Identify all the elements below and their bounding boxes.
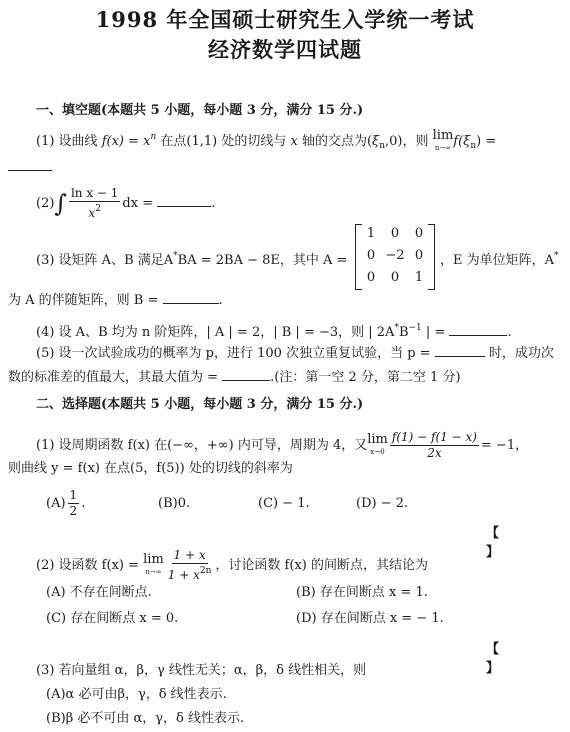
- s1q4-star: *: [394, 323, 399, 333]
- s2q1-num: f(1) − f(1 − x): [391, 430, 477, 444]
- s2q1-line-2: 则曲线 y = f(x) 在点(5，f(5)) 处的切线的斜率为: [8, 461, 293, 476]
- s1-question-3: [36, 247, 347, 270]
- section1-heading: 一、填空题(本题共 5 小题，每小题 3 分，满分 15 分.): [36, 103, 364, 118]
- s2q1-option-d[interactable]: (D) − 2.: [356, 496, 409, 511]
- s2q1-option-a-label: (A): [46, 496, 66, 511]
- matrix-cell: 0: [366, 270, 376, 285]
- s1q5-answer-blank-2[interactable]: [222, 368, 270, 381]
- s1q1-text-f: ) =: [476, 134, 497, 149]
- s2q1-fraction: [390, 430, 479, 461]
- s2q2-option-b[interactable]: (B) 存在间断点 x = 1.: [296, 585, 428, 600]
- s2q1-option-a[interactable]: [46, 488, 85, 520]
- s1-question-5: [36, 344, 554, 363]
- answer-bracket-2[interactable]: 【 】: [486, 642, 522, 676]
- s2q1-option-c[interactable]: (C) − 1.: [258, 496, 310, 511]
- matrix-cell: 0: [414, 248, 424, 263]
- s2q3-option-b[interactable]: (B)β 必不可由 α，γ，δ 线性表示.: [46, 711, 245, 726]
- exam-subtitle: 经济数学四试题: [208, 37, 362, 62]
- s1q1-answer-blank[interactable]: [8, 158, 52, 177]
- s1q1-x: x: [290, 134, 298, 149]
- s1q5-line-2: [8, 368, 461, 387]
- s1q2-den: x: [88, 206, 96, 220]
- matrix-cell: 0: [390, 226, 400, 241]
- s1q4-text-c: | =: [421, 325, 450, 340]
- s1q3-star-2: *: [554, 251, 559, 261]
- s1q1-fxi-sub: n: [470, 141, 477, 151]
- s2q1-text-b: = −1，: [480, 438, 529, 453]
- s1q1-exp: n: [150, 132, 157, 142]
- s1q3-text-d: 为 A 的伴随矩阵，则 B =: [8, 293, 163, 308]
- s2q2-option-a[interactable]: (A) 不存在间断点.: [46, 585, 152, 600]
- s1q2-dx: dx =: [122, 196, 158, 211]
- s1q2-answer-blank[interactable]: [157, 194, 211, 207]
- s1q4-answer-blank[interactable]: [449, 323, 507, 336]
- s1q2-num: ln x − 1: [70, 186, 119, 200]
- s1q5-answer-blank-1[interactable]: [435, 344, 485, 357]
- s2-question-2: [36, 548, 428, 582]
- s2q2-fraction: [166, 548, 214, 583]
- s1q4-b: B: [398, 325, 409, 340]
- s2q2-option-c[interactable]: (C) 存在间断点 x = 0.: [46, 611, 179, 626]
- s1q3-line-2: 为 A 的伴随矩阵，则 B = .: [8, 293, 223, 308]
- s1q1-text: (1) 设曲线: [36, 134, 102, 149]
- s2-question-1: [36, 428, 528, 464]
- s1q3-text: (3) 设矩阵 A、B 满足A: [36, 253, 174, 268]
- s2q2-option-d[interactable]: (D) 存在间断点 x = − 1.: [296, 611, 444, 626]
- integral-sign: ∫: [54, 189, 67, 218]
- s1q1-text-b: 在点(1,1) 处的切线与: [156, 134, 291, 149]
- matrix-A: [355, 224, 435, 288]
- s1q1-xi-sub: n: [379, 141, 386, 151]
- s2-question-3: (3) 若向量组 α，β，γ 线性无关；α，β，δ 线性相关，则: [36, 663, 367, 678]
- s2q2-lim-under: n→∞: [145, 567, 162, 576]
- s2q1-option-a-num: 1: [69, 488, 78, 502]
- s1q1-text-d: ,0)，则: [385, 134, 433, 149]
- s2q1-den: 2x: [427, 446, 442, 460]
- s1q5-text-b: 时，成功次: [484, 346, 554, 361]
- matrix-cell: −2: [385, 248, 405, 263]
- s2q2-num: 1 + x: [173, 548, 206, 562]
- s1q5-text-c: 数的标准差的值最大，其最大值为 =: [8, 370, 223, 385]
- s1q2-fraction: [69, 186, 120, 221]
- matrix-cell: 0: [414, 226, 424, 241]
- matrix-cell: 1: [414, 270, 424, 285]
- s1q1-xi: ξ: [372, 134, 380, 149]
- s1q1-lim-under: n→∞: [434, 143, 452, 152]
- s1-question-1: [36, 128, 496, 155]
- s1q5-text: (5) 设一次试验成功的概率为 p，进行 100 次独立重复试验，当 p =: [36, 346, 435, 361]
- matrix-cell: 0: [366, 248, 376, 263]
- s1q4-text: (4) 设 A、B 均为 n 阶矩阵，| A | = 2，| B | = −3，则 | 2A: [36, 325, 395, 340]
- s1q3-answer-blank[interactable]: [163, 291, 219, 304]
- s2q3-option-a[interactable]: (A)α 必可由β，γ，δ 线性表示.: [46, 687, 227, 702]
- s2q1-option-a-den: 2: [69, 504, 78, 518]
- s2q1-option-b[interactable]: (B)0.: [158, 496, 191, 511]
- s1q1-lim-word: lim: [432, 127, 454, 143]
- s2q1-option-a-fraction: [68, 488, 80, 519]
- s1q1-text-c: 轴的交点为(: [297, 134, 373, 149]
- answer-bracket-1[interactable]: 【 】: [486, 526, 522, 560]
- s1q4-inv: −1: [408, 323, 422, 333]
- s2q1-limit: [367, 433, 388, 459]
- s1q1-limit: [433, 129, 454, 155]
- s1q2-den-sup: 2: [95, 204, 101, 214]
- s2q1-lim-under: x→0: [370, 447, 385, 456]
- matrix-cell: 1: [366, 226, 376, 241]
- s1q1-fxi: f(ξ: [453, 134, 471, 149]
- s1-question-4: (4) 设 A、B 均为 n 阶矩阵，| A | = 2，| B | = −3，则 | $2A^*B^{-1}$ | = .: [36, 323, 512, 340]
- s1q3-star: *: [173, 251, 178, 261]
- s2q2-text: (2) 设函数 f(x) =: [36, 558, 144, 573]
- s2q1-lim-word: lim: [367, 431, 388, 447]
- s1q3-tail: [440, 247, 559, 270]
- s1q2-label: (2): [36, 196, 55, 211]
- s1q1-fx: f(x) = x: [101, 134, 151, 149]
- s2q2-lim-word: lim: [143, 551, 164, 567]
- s2q1-option-a-dot: .: [81, 496, 86, 511]
- s2q1-text: (1) 设周期函数 f(x) 在(−∞，+∞) 内可导，周期为 4，又: [36, 438, 368, 453]
- s2q2-limit: [143, 553, 164, 579]
- s2q2-den: 1 + x: [167, 568, 200, 582]
- s1-question-2: (2)∫ $\frac{\text{ln x − 1}}{x^2}$ dx = .: [36, 186, 216, 220]
- s1q3-text-c: ，E 为单位矩阵，A: [440, 253, 555, 268]
- s1q5-note: .(注：第一空 2 分，第二空 1 分): [270, 370, 461, 385]
- matrix-cell: 0: [390, 270, 400, 285]
- s1q3-text-b: BA = 2BA − 8E，其中 A =: [177, 253, 348, 268]
- section2-heading: 二、选择题(本题共 5 小题，每小题 3 分，满分 15 分.): [36, 397, 364, 412]
- exam-title: 1998 年全国硕士研究生入学统一考试: [95, 7, 475, 32]
- s2q2-text-b: ，讨论函数 f(x) 的间断点，其结论为: [215, 558, 428, 573]
- s2q2-den-sup: 2n: [199, 566, 212, 576]
